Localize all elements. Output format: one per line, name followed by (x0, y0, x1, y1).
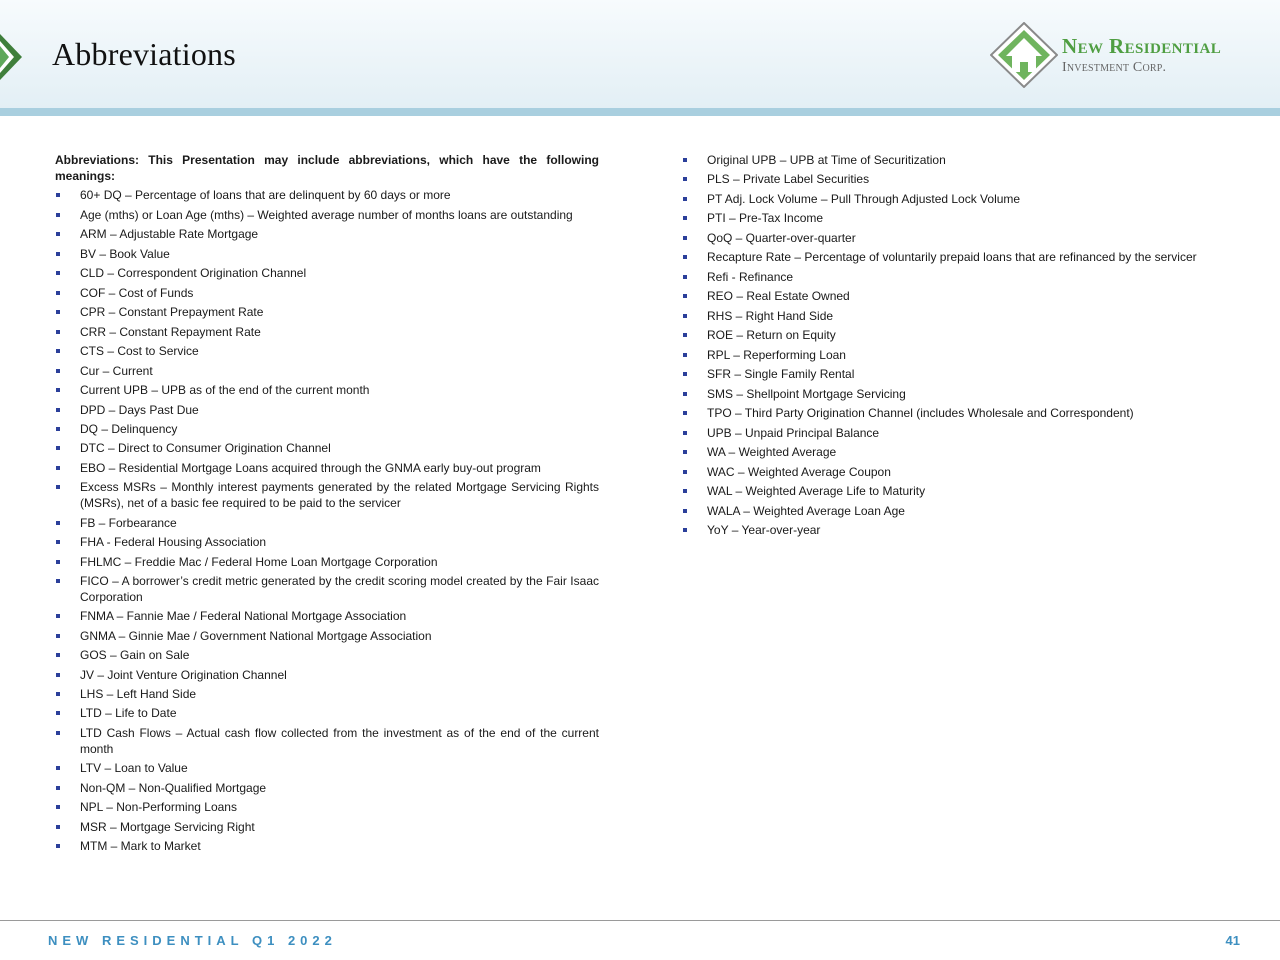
logo-subtitle: Investment Corp. (1062, 60, 1167, 75)
list-item: Recapture Rate – Percentage of voluntarily prepaid loans that are refinanced by the servicer (682, 250, 1242, 266)
list-item: EBO – Residential Mortgage Loans acquired through the GNMA early buy-out program (55, 461, 599, 477)
list-item: RHS – Right Hand Side (682, 309, 1242, 325)
list-item: LTV – Loan to Value (55, 761, 599, 777)
list-item: LTD Cash Flows – Actual cash flow collected from the investment as of the end of the current month (55, 726, 599, 757)
list-item: PLS – Private Label Securities (682, 172, 1242, 188)
company-logo (990, 22, 1260, 88)
abbreviations-right-column (682, 153, 1242, 543)
page-number: 41 (1225, 933, 1240, 948)
list-item: FHLMC – Freddie Mac / Federal Home Loan Mortgage Corporation (55, 555, 599, 571)
list-item: DQ – Delinquency (55, 422, 599, 438)
list-item: CRR – Constant Repayment Rate (55, 325, 599, 341)
list-item: WAL – Weighted Average Life to Maturity (682, 484, 1242, 500)
list-item: LHS – Left Hand Side (55, 687, 599, 703)
list-item: CTS – Cost to Service (55, 344, 599, 360)
list-item: Cur – Current (55, 364, 599, 380)
list-item: GOS – Gain on Sale (55, 648, 599, 664)
logo-wordmark: New Residential (1062, 34, 1222, 58)
list-item: JV – Joint Venture Origination Channel (55, 668, 599, 684)
list-item: Non-QM – Non-Qualified Mortgage (55, 781, 599, 797)
list-item: SFR – Single Family Rental (682, 367, 1242, 383)
list-item: DTC – Direct to Consumer Origination Channel (55, 441, 599, 457)
list-item: WA – Weighted Average (682, 445, 1242, 461)
list-item: PT Adj. Lock Volume – Pull Through Adjusted Lock Volume (682, 192, 1242, 208)
list-item: YoY – Year-over-year (682, 523, 1242, 539)
list-item: PTI – Pre-Tax Income (682, 211, 1242, 227)
abbreviations-left-column (55, 153, 599, 858)
list-item: NPL – Non-Performing Loans (55, 800, 599, 816)
list-item: Original UPB – UPB at Time of Securitization (682, 153, 1242, 169)
list-item: GNMA – Ginnie Mae / Government National Mortgage Association (55, 629, 599, 645)
list-item: CPR – Constant Prepayment Rate (55, 305, 599, 321)
list-item: FNMA – Fannie Mae / Federal National Mortgage Association (55, 609, 599, 625)
list-item: DPD – Days Past Due (55, 403, 599, 419)
list-item: COF – Cost of Funds (55, 286, 599, 302)
list-item: FHA - Federal Housing Association (55, 535, 599, 551)
footer-label: NEW RESIDENTIAL Q1 2022 (48, 933, 337, 948)
list-item: SMS – Shellpoint Mortgage Servicing (682, 387, 1242, 403)
list-item: TPO – Third Party Origination Channel (includes Wholesale and Correspondent) (682, 406, 1242, 422)
list-item: ROE – Return on Equity (682, 328, 1242, 344)
list-item: BV – Book Value (55, 247, 599, 263)
header-rule (0, 108, 1280, 116)
intro-text: Abbreviations: This Presentation may include abbreviations, which have the following meanings: (55, 153, 599, 183)
list-item: FICO – A borrower’s credit metric generated by the credit scoring model created by the Fair Isaac Corporation (55, 574, 599, 605)
abbreviation-list-left (55, 188, 599, 854)
list-item: QoQ – Quarter-over-quarter (682, 231, 1242, 247)
list-item: Age (mths) or Loan Age (mths) – Weighted average number of months loans are outstanding (55, 208, 599, 224)
list-item: MTM – Mark to Market (55, 839, 599, 855)
abbreviation-list-right (682, 153, 1242, 539)
footer-rule (0, 920, 1280, 921)
list-item: FB – Forbearance (55, 516, 599, 532)
house-diamond-logo-icon (990, 22, 1058, 88)
list-item: Excess MSRs – Monthly interest payments generated by the related Mortgage Servicing Rights (MSRs), net of a basic fee required to be paid to the servicer (55, 480, 599, 511)
list-item: RPL – Reperforming Loan (682, 348, 1242, 364)
list-item: CLD – Correspondent Origination Channel (55, 266, 599, 282)
list-item: UPB – Unpaid Principal Balance (682, 426, 1242, 442)
list-item: LTD – Life to Date (55, 706, 599, 722)
page-title: Abbreviations (52, 36, 236, 72)
list-item: REO – Real Estate Owned (682, 289, 1242, 305)
chevron-right-icon (0, 34, 22, 80)
list-item: WALA – Weighted Average Loan Age (682, 504, 1242, 520)
list-item: Current UPB – UPB as of the end of the current month (55, 383, 599, 399)
list-item: 60+ DQ – Percentage of loans that are delinquent by 60 days or more (55, 188, 599, 204)
list-item: ARM – Adjustable Rate Mortgage (55, 227, 599, 243)
list-item: Refi - Refinance (682, 270, 1242, 286)
list-item: MSR – Mortgage Servicing Right (55, 820, 599, 836)
list-item: WAC – Weighted Average Coupon (682, 465, 1242, 481)
